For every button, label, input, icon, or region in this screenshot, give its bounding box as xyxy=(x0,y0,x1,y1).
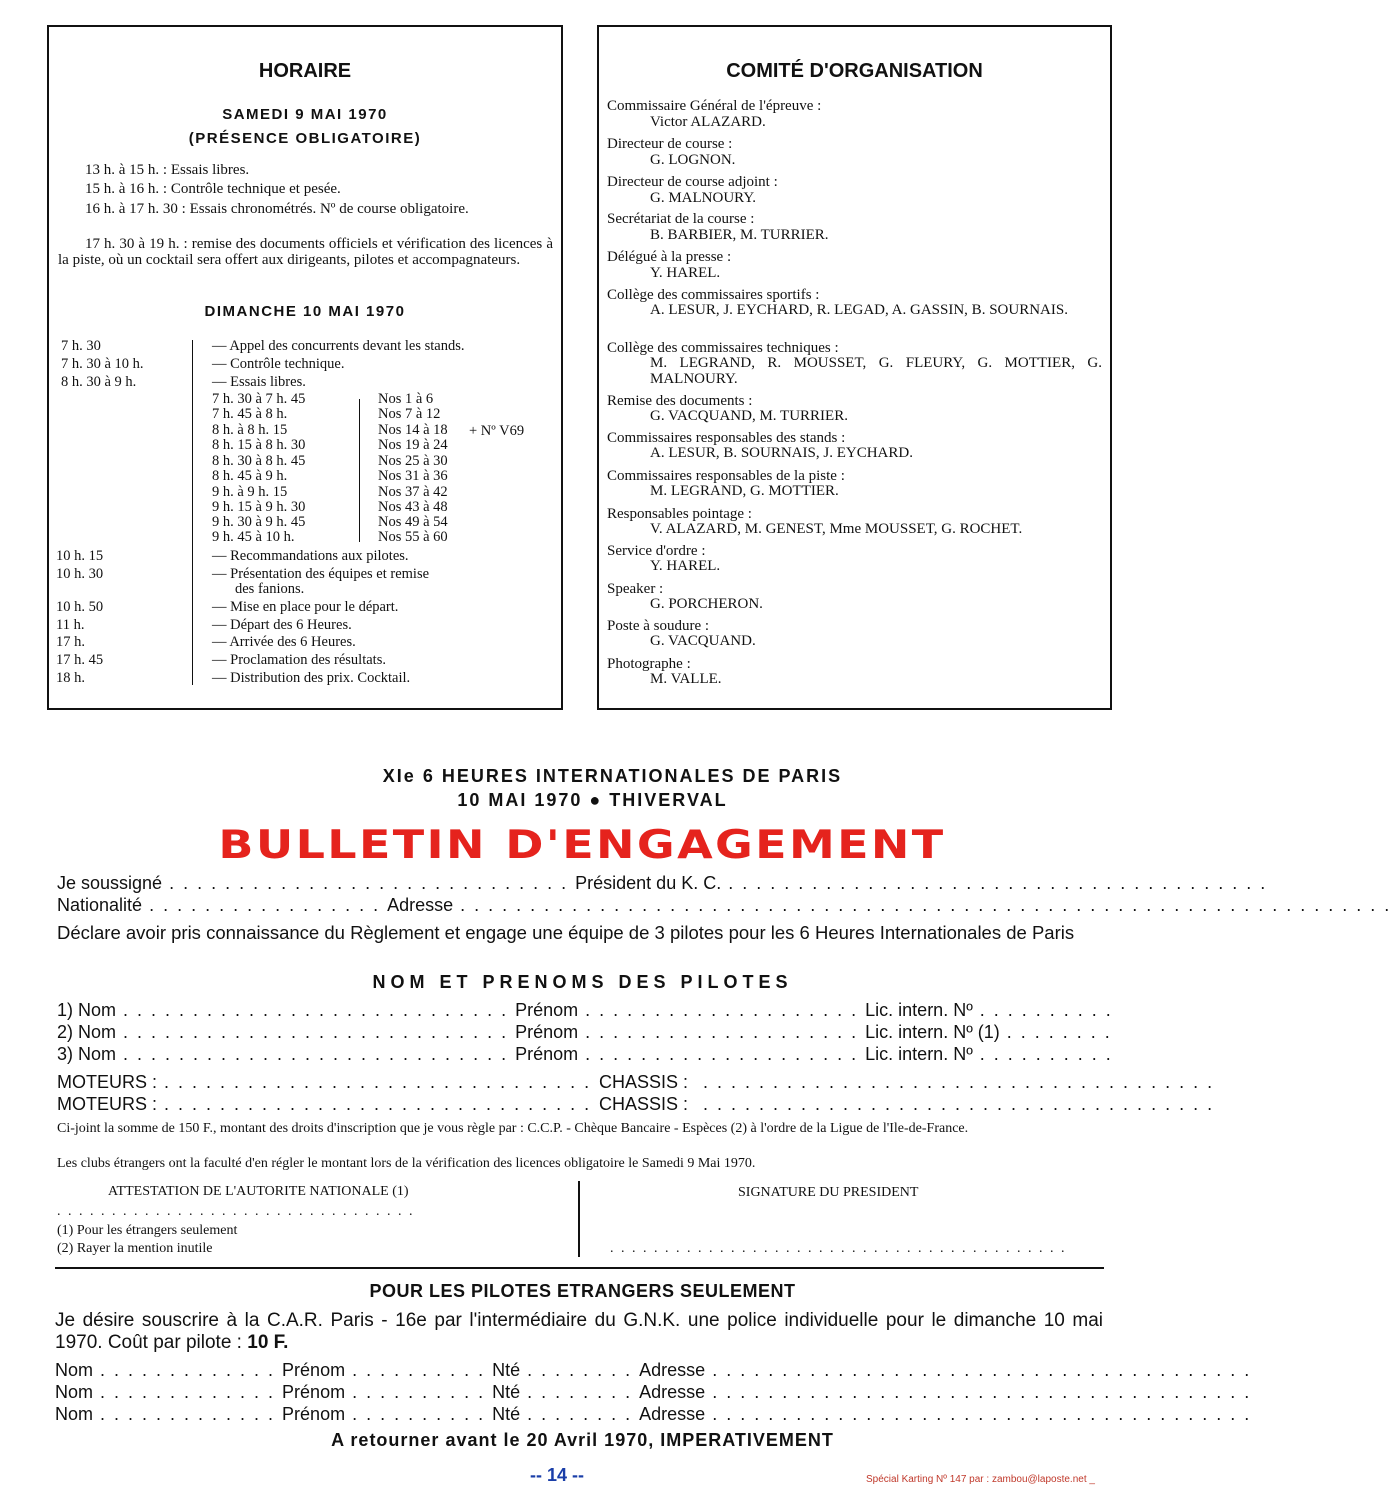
session-slot: 9 h. 30 à 9 h. 45 xyxy=(212,514,306,530)
session-numbers: Nos 7 à 12 xyxy=(378,406,441,422)
foreign-nte-label: Nté xyxy=(492,1404,521,1424)
sunday-item: des fanions. xyxy=(235,581,305,597)
foreign-text xyxy=(55,1310,1103,1356)
session-numbers: Nos 14 à 18 xyxy=(378,422,448,438)
sunday-time: 10 h. 30 xyxy=(56,566,104,582)
sunday-item: — Mise en place pour le départ. xyxy=(212,599,399,615)
session-numbers: Nos 49 à 54 xyxy=(378,514,448,530)
session-slot: 9 h. 15 à 9 h. 30 xyxy=(212,499,306,515)
je-soussigne-label: Je soussigné xyxy=(57,873,163,893)
committee-names: G. MALNOURY. xyxy=(650,190,756,206)
committee-role: Photographe : xyxy=(607,656,691,672)
sunday-item: — Distribution des prix. Cocktail. xyxy=(212,670,411,686)
sunday-time: 7 h. 30 xyxy=(61,338,101,354)
foreign-nom-label: Nom xyxy=(55,1382,94,1402)
foreign-text-body: Je désire souscrire à la C.A.R. Paris - 16e par l'intermédiaire du G.N.K. une police individuelle pour le dimanche 10 mai 1970. Coût par pilote : xyxy=(55,1310,1103,1353)
committee-role: Directeur de course adjoint : xyxy=(607,174,778,190)
session-slot: 9 h. à 9 h. 15 xyxy=(212,484,288,500)
comite-box xyxy=(597,25,1112,710)
committee-role: Délégué à la presse : xyxy=(607,249,732,265)
session-slot: 8 h. à 8 h. 15 xyxy=(212,422,288,438)
saturday-line-2: 15 h. à 16 h. : Contrôle technique et pesée. xyxy=(85,181,341,197)
foreign-pilot-row[interactable]: Nom . . . . . . . . . . . . . Prénom . . . . . . . . . . Nté . . . . . . . . Adresse . . . . . . . . . . . . . . . . . . . . . . . . . . . . . . . . . . . . . . . xyxy=(55,1404,1252,1424)
chassis-label: CHASSIS : xyxy=(599,1072,689,1092)
pilot-row[interactable]: 3) Nom . . . . . . . . . . . . . . . . . . . . . . . . . . . . Prénom . . . . . . . . . . . . . . . . . . . . Lic. intern. Nº . . . . . . . . . . xyxy=(57,1044,1113,1064)
foreign-clubs-text: Les clubs étrangers ont la faculté d'en régler le montant lors de la vérification des licences obligatoire le Samedi 9 Mai 1970. xyxy=(57,1156,756,1171)
sunday-item: — Proclamation des résultats. xyxy=(212,652,386,668)
committee-role: Directeur de course : xyxy=(607,136,733,152)
committee-role: Commissaire Général de l'épreuve : xyxy=(607,98,822,114)
pilot-nom-label: 1) Nom xyxy=(57,1000,117,1020)
committee-role: Collège des commissaires techniques : xyxy=(607,340,839,356)
session-slot: 8 h. 30 à 8 h. 45 xyxy=(212,453,306,469)
saturday-line-1: 13 h. à 15 h. : Essais libres. xyxy=(85,162,250,178)
return-deadline: A retourner avant le 20 Avril 1970, IMPERATIVEMENT xyxy=(331,1430,834,1450)
section-divider xyxy=(55,1267,1104,1269)
session-slot: 9 h. 45 à 10 h. xyxy=(212,529,295,545)
pilot-prenom-label: Prénom xyxy=(515,1022,579,1042)
event-header: XIe 6 HEURES INTERNATIONALES DE PARIS xyxy=(382,766,843,786)
declaration-text: Déclare avoir pris connaissance du Règlement et engage une équipe de 3 pilotes pour les 6 Heures Internationales de Paris xyxy=(57,922,1075,943)
attestation-divider xyxy=(578,1181,580,1257)
committee-names: Y. HAREL. xyxy=(650,265,721,281)
committee-names: A. LESUR, B. SOURNAIS, J. EYCHARD. xyxy=(650,445,913,461)
foreign-nom-label: Nom xyxy=(55,1404,94,1424)
committee-role: Secrétariat de la course : xyxy=(607,211,755,227)
footnote-2: (2) Rayer la mention inutile xyxy=(57,1241,213,1256)
session-numbers: Nos 55 à 60 xyxy=(378,529,448,545)
saturday-note: (PRÉSENCE OBLIGATOIRE) xyxy=(188,130,422,147)
sunday-time: 17 h. xyxy=(56,634,85,650)
comite-title: COMITÉ D'ORGANISATION xyxy=(726,60,983,82)
committee-role: Poste à soudure : xyxy=(607,618,710,634)
committee-names: Y. HAREL. xyxy=(650,558,721,574)
sunday-time: 11 h. xyxy=(56,617,85,633)
pilot-lic-label: Lic. intern. Nº xyxy=(865,1044,973,1064)
moteurs-chassis-row[interactable]: MOTEURS : . . . . . . . . . . . . . . . . . . . . . . . . . . . . . . . CHASSIS : . . . . . . . . . . . . . . . . . . . . . . . . . . . . . . . . . . . . . xyxy=(57,1072,1215,1092)
pilot-row[interactable]: 1) Nom . . . . . . . . . . . . . . . . . . . . . . . . . . . . Prénom . . . . . . . . . . . . . . . . . . . . Lic. intern. Nº . . . . . . . . . . xyxy=(57,1000,1113,1020)
attestation-label: ATTESTATION DE L'AUTORITE NATIONALE (1) xyxy=(108,1184,409,1199)
moteurs-label: MOTEURS : xyxy=(57,1072,158,1092)
horaire-box xyxy=(47,25,563,710)
payment-text: Ci-joint la somme de 150 F., montant des droits d'inscription que je vous règle par : C.C.P. - Chèque Bancaire - Espèces (2) à l'ordre de la Ligue de l'Ile-de-France. xyxy=(57,1121,969,1136)
committee-names: B. BARBIER, M. TURRIER. xyxy=(650,227,829,243)
committee-role: Remise des documents : xyxy=(607,393,753,409)
committee-names: Victor ALAZARD. xyxy=(650,114,766,130)
committee-names: M. LEGRAND, R. MOUSSET, G. FLEURY, G. MOTTIER, G. MALNOURY. xyxy=(650,355,1102,387)
adresse-label: Adresse xyxy=(387,895,454,915)
pilots-heading: NOM ET PRENOMS DES PILOTES xyxy=(372,972,793,992)
page-number: -- 14 -- xyxy=(530,1465,584,1485)
committee-role: Commissaires responsables de la piste : xyxy=(607,468,845,484)
bulletin-title: BULLETIN D'ENGAGEMENT xyxy=(218,823,946,868)
session-slot: 7 h. 45 à 8 h. xyxy=(212,406,288,422)
foreign-adresse-label: Adresse xyxy=(639,1382,706,1402)
committee-names: G. VACQUAND, M. TURRIER. xyxy=(650,408,848,424)
sunday-date: DIMANCHE 10 MAI 1970 xyxy=(204,303,406,320)
saturday-date: SAMEDI 9 MAI 1970 xyxy=(222,106,388,123)
foreign-cost: 10 F. xyxy=(247,1332,289,1353)
session-numbers: Nos 37 à 42 xyxy=(378,484,448,500)
committee-role: Service d'ordre : xyxy=(607,543,706,559)
signature-label: SIGNATURE DU PRESIDENT xyxy=(738,1185,919,1200)
foreign-adresse-label: Adresse xyxy=(639,1360,706,1380)
sunday-item: — Départ des 6 Heures. xyxy=(212,617,352,633)
je-soussigne-line[interactable]: Je soussigné . . . . . . . . . . . . . . . . . . . . . . . . . . . . . Président du K. C. . . . . . . . . . . . . . . . . . . . . . . . . . . . . . . . . . . . . . . . xyxy=(57,873,1268,893)
session-slot: 8 h. 45 à 9 h. xyxy=(212,468,288,484)
foreign-adresse-label: Adresse xyxy=(639,1404,706,1424)
president-kc-label: Président du K. C. xyxy=(575,873,722,893)
session-numbers: Nos 25 à 30 xyxy=(378,453,448,469)
session-divider xyxy=(359,399,360,542)
sunday-time: 7 h. 30 à 10 h. xyxy=(61,356,144,372)
pilot-prenom-label: Prénom xyxy=(515,1000,579,1020)
pilot-nom-label: 2) Nom xyxy=(57,1022,117,1042)
moteurs-chassis-row[interactable]: MOTEURS : . . . . . . . . . . . . . . . . . . . . . . . . . . . . . . . CHASSIS : . . . . . . . . . . . . . . . . . . . . . . . . . . . . . . . . . . . . . xyxy=(57,1094,1215,1114)
committee-names: M. LEGRAND, G. MOTTIER. xyxy=(650,483,839,499)
foreign-heading: POUR LES PILOTES ETRANGERS SEULEMENT xyxy=(369,1281,796,1301)
session-numbers: Nos 1 à 6 xyxy=(378,391,434,407)
pilot-lic-label: Lic. intern. Nº xyxy=(865,1000,973,1020)
committee-role: Responsables pointage : xyxy=(607,506,752,522)
signature-dots[interactable]: . . . . . . . . . . . . . . . . . . . . . . . . . . . . . . . . . . . . . . . . . . xyxy=(610,1241,1067,1256)
sunday-item: — Appel des concurrents devant les stands. xyxy=(212,338,465,354)
committee-names: M. VALLE. xyxy=(650,671,722,687)
schedule-divider xyxy=(192,340,193,685)
committee-names: G. VACQUAND. xyxy=(650,633,756,649)
foreign-nte-label: Nté xyxy=(492,1360,521,1380)
sunday-time: 10 h. 15 xyxy=(56,548,104,564)
sunday-time: 17 h. 45 xyxy=(56,652,104,668)
footnote-1: (1) Pour les étrangers seulement xyxy=(57,1223,238,1238)
session-numbers: Nos 31 à 36 xyxy=(378,468,448,484)
committee-names: G. PORCHERON. xyxy=(650,596,763,612)
sunday-item: — Présentation des équipes et remise xyxy=(212,566,430,582)
sunday-item: — Arrivée des 6 Heures. xyxy=(212,634,356,650)
sunday-time: 8 h. 30 à 9 h. xyxy=(61,374,137,390)
nationalite-label: Nationalité xyxy=(57,895,143,915)
pilot-lic-label: Lic. intern. Nº (1) xyxy=(865,1022,1000,1042)
session-slot: 8 h. 15 à 8 h. 30 xyxy=(212,437,306,453)
foreign-prenom-label: Prénom xyxy=(282,1360,346,1380)
foreign-nom-label: Nom xyxy=(55,1360,94,1380)
foreign-prenom-label: Prénom xyxy=(282,1404,346,1424)
pilot-prenom-label: Prénom xyxy=(515,1044,579,1064)
committee-role: Speaker : xyxy=(607,581,664,597)
session-numbers: Nos 43 à 48 xyxy=(378,499,448,515)
committee-names: G. LOGNON. xyxy=(650,152,736,168)
foreign-pilot-row[interactable]: Nom . . . . . . . . . . . . . Prénom . . . . . . . . . . Nté . . . . . . . . Adresse . . . . . . . . . . . . . . . . . . . . . . . . . . . . . . . . . . . . . . . xyxy=(55,1360,1252,1380)
nationalite-line[interactable]: Nationalité . . . . . . . . . . . . . . . . . Adresse . . . . . . . . . . . . . . . . . . . . . . . . . . . . . . . . . . . . . . . . . . . . . . . . . . . . . . . . . . . . . . . . . . . xyxy=(57,895,1391,915)
pilot-row[interactable]: 2) Nom . . . . . . . . . . . . . . . . . . . . . . . . . . . . Prénom . . . . . . . . . . . . . . . . . . . . Lic. intern. Nº (1) . . . . . . . . xyxy=(57,1022,1112,1042)
moteurs-label: MOTEURS : xyxy=(57,1094,158,1114)
saturday-line-4: 17 h. 30 à 19 h. : remise des documents officiels et vérification des licences à la piste, où un cocktail sera offert aux dirigeants, pilotes et accompagnateurs. xyxy=(58,236,553,268)
foreign-prenom-label: Prénom xyxy=(282,1382,346,1402)
session-extra: + Nº V69 xyxy=(469,423,525,439)
session-slot: 7 h. 30 à 7 h. 45 xyxy=(212,391,306,407)
committee-names: V. ALAZARD, M. GENEST, Mme MOUSSET, G. ROCHET. xyxy=(650,521,1023,537)
event-date-location: 10 MAI 1970 ● THIVERVAL xyxy=(457,790,728,810)
footer-credit: Spécial Karting Nº 147 par : zambou@laposte.net _ xyxy=(866,1474,1095,1485)
pilot-nom-label: 3) Nom xyxy=(57,1044,117,1064)
horaire-title: HORAIRE xyxy=(258,60,352,82)
session-numbers: Nos 19 à 24 xyxy=(378,437,448,453)
attestation-dots[interactable]: . . . . . . . . . . . . . . . . . . . . . . . . . . . . . . . . . xyxy=(57,1204,415,1219)
foreign-nte-label: Nté xyxy=(492,1382,521,1402)
sunday-time: 18 h. xyxy=(56,670,85,686)
sunday-item: — Essais libres. xyxy=(212,374,306,390)
committee-role: Commissaires responsables des stands : xyxy=(607,430,846,446)
committee-names: A. LESUR, J. EYCHARD, R. LEGAD, A. GASSIN, B. SOURNAIS. xyxy=(650,302,1068,318)
committee-role: Collège des commissaires sportifs : xyxy=(607,287,820,303)
sunday-item: — Recommandations aux pilotes. xyxy=(212,548,409,564)
foreign-pilot-row[interactable]: Nom . . . . . . . . . . . . . Prénom . . . . . . . . . . Nté . . . . . . . . Adresse . . . . . . . . . . . . . . . . . . . . . . . . . . . . . . . . . . . . . . . xyxy=(55,1382,1252,1402)
chassis-label: CHASSIS : xyxy=(599,1094,689,1114)
saturday-line-3: 16 h. à 17 h. 30 : Essais chronométrés. Nº de course obligatoire. xyxy=(85,201,469,217)
sunday-time: 10 h. 50 xyxy=(56,599,104,615)
sunday-item: — Contrôle technique. xyxy=(212,356,345,372)
